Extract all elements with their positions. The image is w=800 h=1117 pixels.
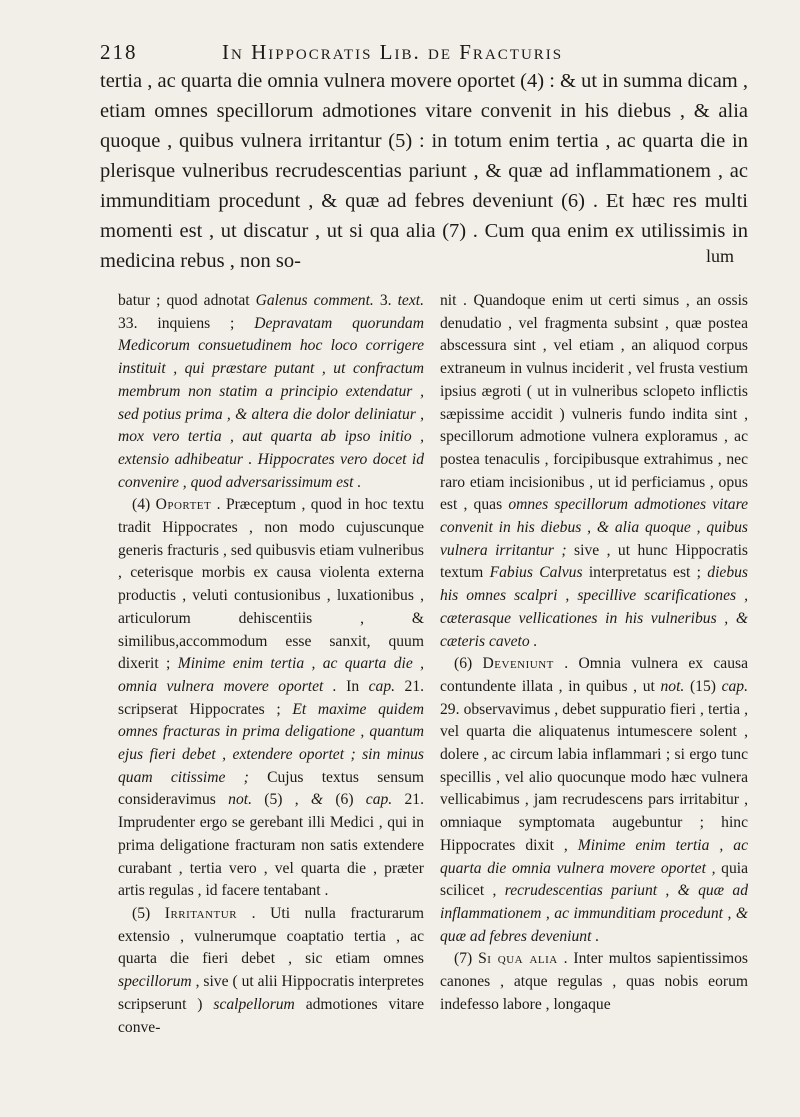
catchword: lum xyxy=(706,246,735,266)
page-number: 218 xyxy=(100,40,138,64)
text-run: Cujus textus sensum consideravimus xyxy=(118,768,424,809)
text-run: 21. Imprudenter ergo se gerebant illi Medici , qui in prima deligatione fracturam non satis extendere curabant , tertia vero , vel quarta die , præter artis regulas , id facere tentabant . xyxy=(118,791,424,900)
commentary-note-4 xyxy=(118,494,424,903)
text-run: batur ; quod adnotat xyxy=(118,292,256,309)
italic-text: not. xyxy=(660,677,685,695)
note-lemma: Si qua alia xyxy=(478,950,558,968)
italic-text: text. xyxy=(397,292,424,309)
text-run: admotiones vitare conve- xyxy=(118,995,424,1036)
italic-text: Fabius Calvus xyxy=(489,564,583,582)
text-run: (6) xyxy=(323,791,366,809)
italic-text: omnes specillorum admotiones vitare convenit in his diebus , & alia quoque , quibus vulnera irritantur ; xyxy=(440,496,748,559)
commentary-paragraph xyxy=(118,290,424,494)
text-run: 3. xyxy=(373,292,398,309)
italic-text: cap. xyxy=(721,677,748,695)
commentary-left-column xyxy=(118,290,424,1039)
commentary-note-7 xyxy=(440,948,748,1016)
main-text-block xyxy=(100,66,748,276)
text-run: (6) xyxy=(454,655,483,673)
text-run: In xyxy=(336,677,369,695)
running-title: In Hippocratis Lib. de Fracturis xyxy=(222,40,564,64)
text-run: nit . Quandoque enim ut certi simus , an ossis denudatio , vel fragmenta subsint , quæ postea abscessura sint , vel etiam , an aliquod corpus extraneum in vulnus inciderit , vel frusta vestium ipsius ægroti ( ut in vulneribus sclopeto inflictis sæpissime accidit ) vulneris fundo indita sint , specillorum admotione vulnera exploramus , ac postea tenaculis , forcipibusque extrahimus , nec raro etiam incisionibus , ut id perficiamus , opus est , quas xyxy=(440,292,748,514)
text-run: 33. inquiens ; xyxy=(118,314,255,332)
text-run: quia scilicet , xyxy=(440,859,748,900)
text-run: (15) xyxy=(684,677,722,695)
text-run: 21. scripserat Hippocrates ; xyxy=(118,677,425,718)
commentary-note-6 xyxy=(440,653,748,948)
italic-text: Minime enim tertia , ac quarta die omnia vulnera movere oportet , xyxy=(440,836,748,877)
text-run: 29. observavimus , debet suppuratio fieri , tertia , vel quarta die aliquatenus intumescere solent , dolere , ac circum labia inflammari ; si ergo tunc specillis , vel alio quocunque modo hæc vulnera vellicabimus , jam recrudescens pars irritabitur , omniaque symptomata augebuntur ; hinc Hippocrates dixit , xyxy=(440,700,748,854)
italic-text: cap. xyxy=(365,791,393,809)
commentary-paragraph xyxy=(440,290,748,653)
italic-text: diebus his omnes scalpri , specillive scarificationes , cæterasque vellicationes in his vulneribus , & cæteris caveto . xyxy=(440,564,748,650)
text-run: interpretatus est ; xyxy=(582,564,708,582)
italic-text: recrudescentias pariunt , & quæ ad inflammationem , ac immunditiam procedunt , & quæ ad febres deveniunt . xyxy=(440,882,748,945)
text-run: sive , ut hunc Hippocratis textum xyxy=(440,541,748,582)
italic-text: scalpellorum xyxy=(213,995,295,1013)
italic-text: & xyxy=(310,791,324,809)
text-run: . Uti nulla fracturarum extensio , vulnerumque coaptatio tertia , ac quarta die fieri debet , sic etiam omnes xyxy=(118,904,424,968)
italic-text: Galenus comment. xyxy=(255,292,374,309)
main-paragraph: tertia , ac quarta die omnia vulnera movere oportet (4) : & ut in summa dicam , etiam omnes specillorum admotiones vitare convenit in his diebus , & alia quoque , quibus vulnera irritantur (5) : in totum enim tertia , ac quarta die in plerisque vulneribus recrudescentias pariunt , & quæ ad inflammationem , ac immunditiam procedunt , & quæ ad febres deveniunt (6) . Et hæc res multi momenti est , ut discatur , ut si qua alia (7) . Cum qua enim ex utilissimis in medicina rebus , non so- xyxy=(100,70,748,272)
text-run: , sive ( ut alii Hippocratis interpretes scripserunt ) xyxy=(118,973,424,1013)
italic-text: Minime enim tertia , ac quarta die , omnia vulnera movere oportet . xyxy=(118,655,424,695)
italic-text: not. xyxy=(228,791,252,809)
text-run: (4) xyxy=(132,496,156,514)
note-lemma: Irritantur xyxy=(164,904,238,922)
commentary-right-column xyxy=(440,290,748,1017)
italic-text: cap. xyxy=(368,677,396,695)
text-run: . Inter multos sapientissimos canones , atque regulas , quas nobis eorum indefesso labore , longaque xyxy=(440,950,748,1013)
text-run: (7) xyxy=(454,950,479,968)
text-run: (5) xyxy=(132,904,165,922)
text-run: . Omnia vulnera ex causa contundente illata , in quibus , ut xyxy=(440,655,749,695)
text-run: . Præceptum , quod in hoc textu tradit Hippocrates , non modo cujuscunque generis fracturis , sed quibusvis etiam vulneribus , ceterisque morbis ex causa violenta externa productis , veluti contusionibus , luxationibus , articulorum dehiscentiis , & similibus,accommodum esse sanxit, quum dixerit ; xyxy=(118,496,424,673)
note-lemma: Oportet xyxy=(155,496,212,514)
italic-text: specillorum xyxy=(118,973,192,991)
text-run: (5) , xyxy=(251,791,311,809)
note-lemma: Deveniunt xyxy=(482,655,554,673)
italic-text: Depravatam quorundam Medicorum consuetudinem hoc loco corrigere instituit , qui præstare putant , ut confractum membrum non statim a principio extendatur , sed potius prima , & altera die dolor deliniatur , mox vero tertia , aut quarta ab ipso initio , extensio adhibeatur . Hippocrates vero docet id convenire , quod adversarissimum est . xyxy=(118,314,424,491)
italic-text: Et maxime quidem omnes fracturas in prima deligatione , quantum ejus fieri debet , extendere oportet ; sin minus quam citissime ; xyxy=(118,700,424,786)
commentary-note-5 xyxy=(118,903,424,1039)
